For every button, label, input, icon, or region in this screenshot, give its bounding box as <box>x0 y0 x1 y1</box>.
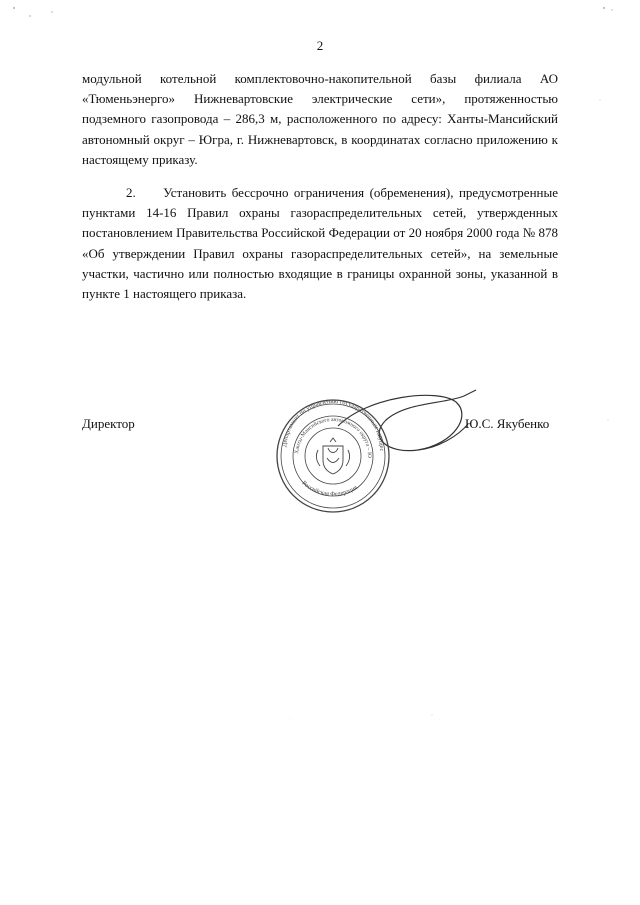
seal-bottom-text: Российская Федерация <box>300 479 359 498</box>
paragraph-1: модульной котельной комплектовочно-накопительной базы филиала АО «Тюменьэнерго» Нижневартовские электрические сети», протяженностью подземного газопровода – 286,3 м, расположенного по адресу: Ханты-Мансийский автономный округ – Югра, г. Нижневартовск, в координатах согласно приложению к настоящему приказу. <box>82 71 558 167</box>
signature-scribble <box>338 390 476 451</box>
page-number: 2 <box>316 38 324 53</box>
official-seal <box>268 388 508 528</box>
svg-text:Ханты-Мансийского автономного <box>268 388 372 458</box>
paragraph-1-block <box>82 69 558 170</box>
svg-text:Российская Федерация <box>301 480 359 498</box>
signature-name: Ю.С. Якубенко <box>465 416 550 431</box>
emblem-icon <box>316 438 349 474</box>
paragraph-2: 2. Установить бессрочно ограничения (обременения), предусмотренные пунктами 14-16 Правил охраны газораспределительных сетей, утвержденных постановлением Правительства Российской Федерации от 20 ноября 2000 года № 878 «Об утверждении Правил охраны газораспределительных сетей», на земельные участки, частично или полностью входящие в границы охранной зоны, указанной в пункте 1 настоящего приказа. <box>82 185 558 302</box>
signature-role: Директор <box>82 416 135 431</box>
seal-outer-text: Департамент по управлению государственным имущес <box>281 397 386 452</box>
paragraph-2-block <box>82 183 558 304</box>
seal-inner-text: Ханты-Мансийского автономного округа – Ю <box>294 416 373 458</box>
